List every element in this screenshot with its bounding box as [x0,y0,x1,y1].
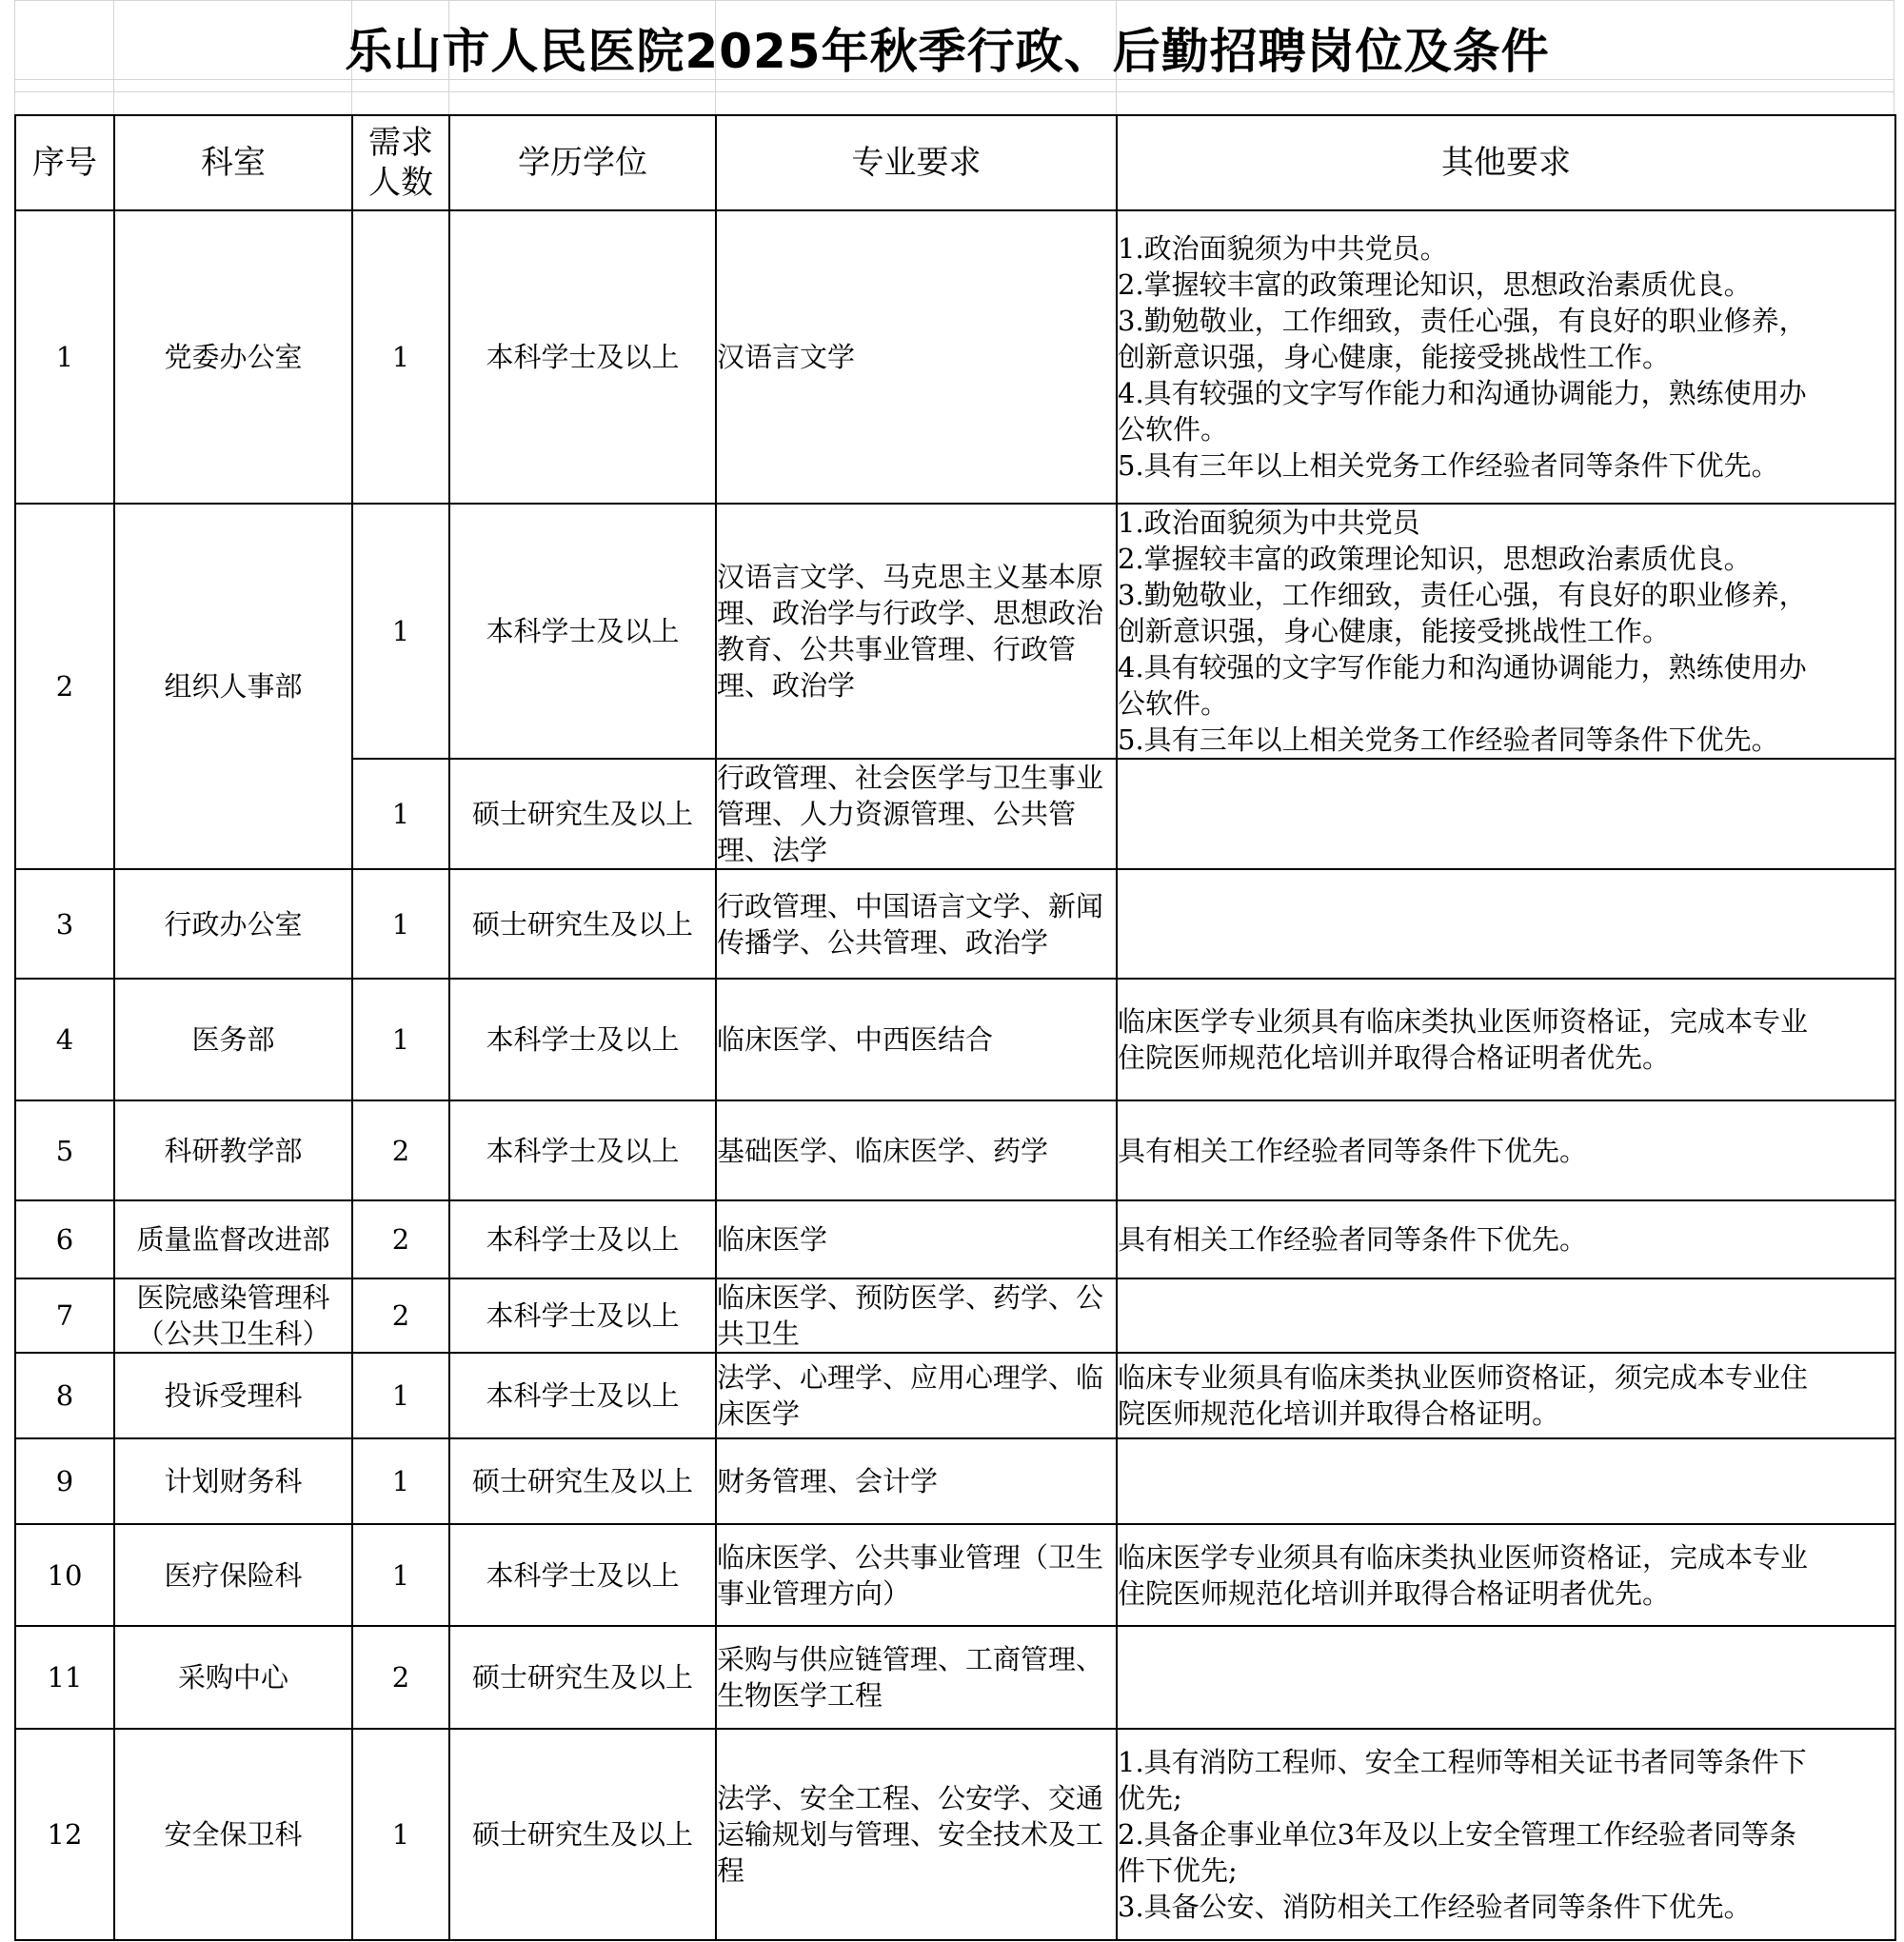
row-major: 法学、安全工程、公安学、交通运输规划与管理、安全技术及工程 [716,1729,1117,1940]
row-index: 5 [15,1100,114,1200]
row-other-requirements [1117,1524,1895,1626]
table-row [15,1626,1895,1729]
row-major: 临床医学、预防医学、药学、公共卫生 [716,1278,1117,1353]
row-department [114,1729,352,1940]
header-row [15,115,1895,210]
department-text: 行政办公室 [164,907,303,941]
row-index: 8 [15,1353,114,1438]
row-degree: 本科学士及以上 [449,1200,716,1278]
table-row [15,1438,1895,1524]
row-major: 法学、心理学、应用心理学、临床医学 [716,1353,1117,1438]
department-text: 医院感染管理科（公共卫生科） [136,1281,330,1350]
requirement-line: 公软件。 [1118,687,1229,720]
table-row [15,1200,1895,1278]
row-index: 4 [15,979,114,1100]
row-count: 2 [352,1278,449,1353]
row-degree: 本科学士及以上 [449,1524,716,1626]
row-other-requirements [1117,979,1895,1100]
requirement-line: 3.勤勉敬业，工作细致，责任心强，有良好的职业修养， [1118,305,1807,337]
table-body [15,210,1895,1940]
row-department [114,1200,352,1278]
header-count-line2: 人数 [368,164,433,202]
header-count-line1: 需求 [368,124,433,162]
row-count: 2 [352,1200,449,1278]
row-major: 汉语言文学 [716,210,1117,504]
row-department [114,869,352,979]
requirement-line: 1.具有消防工程师、安全工程师等相关证书者同等条件下 [1118,1746,1807,1778]
row-degree: 本科学士及以上 [449,979,716,1100]
row-index: 7 [15,1278,114,1353]
row-department [114,1278,352,1353]
row-index: 12 [15,1729,114,1940]
row-major: 采购与供应链管理、工商管理、生物医学工程 [716,1626,1117,1729]
row-degree: 本科学士及以上 [449,1100,716,1200]
row-degree: 硕士研究生及以上 [449,759,716,869]
row-other-requirements [1117,1729,1895,1940]
row-department [114,1524,352,1626]
page-title: 乐山市人民医院2025年秋季行政、后勤招聘岗位及条件 [345,24,1550,79]
row-index: 10 [15,1524,114,1626]
row-other-requirements [1117,1278,1895,1353]
requirement-line: 具有相关工作经验者同等条件下优先。 [1118,1223,1588,1256]
row-other-requirements [1117,1100,1895,1200]
row-department [114,504,352,869]
row-department [114,1100,352,1200]
header-index: 序号 [15,115,114,210]
requirement-line: 5.具有三年以上相关党务工作经验者同等条件下优先。 [1118,723,1779,756]
requirement-line: 具有相关工作经验者同等条件下优先。 [1118,1134,1588,1167]
row-major: 基础医学、临床医学、药学 [716,1100,1117,1200]
department-text: 计划财务科 [164,1465,303,1497]
row-index: 3 [15,869,114,979]
table-row [15,979,1895,1100]
row-count: 2 [352,1100,449,1200]
row-count: 1 [352,1353,449,1438]
requirement-line: 优先; [1118,1782,1182,1814]
table-row [15,869,1895,979]
row-count: 1 [352,1524,449,1626]
requirement-line: 临床医学专业须具有临床类执业医师资格证，完成本专业 [1118,1540,1809,1574]
row-major: 行政管理、社会医学与卫生事业管理、人力资源管理、公共管理、法学 [716,759,1117,869]
department-text: 科研教学部 [164,1134,303,1167]
row-major: 行政管理、中国语言文学、新闻传播学、公共管理、政治学 [716,869,1117,979]
row-index: 9 [15,1438,114,1524]
requirement-line: 1.政治面貌须为中共党员 [1118,506,1420,539]
requirement-line: 公软件。 [1118,413,1229,446]
row-major: 汉语言文学、马克思主义基本原理、政治学与行政学、思想政治教育、公共事业管理、行政管理、政治学 [716,504,1117,759]
requirement-line: 件下优先; [1118,1854,1238,1887]
department-text: 采购中心 [177,1661,288,1694]
requirement-line: 3.勤勉敬业，工作细致，责任心强，有良好的职业修养， [1118,579,1807,611]
row-index: 6 [15,1200,114,1278]
table-row [15,1524,1895,1626]
requirement-line: 临床医学专业须具有临床类执业医师资格证，完成本专业 [1118,1005,1809,1038]
requirement-line: 住院医师规范化培训并取得合格证明者优先。 [1118,1576,1671,1610]
row-count: 1 [352,979,449,1100]
row-degree: 本科学士及以上 [449,1353,716,1438]
requirement-line: 创新意识强，身心健康，能接受挑战性工作。 [1118,615,1671,647]
row-major: 临床医学 [716,1200,1117,1278]
requirement-line: 住院医师规范化培训并取得合格证明者优先。 [1118,1041,1671,1074]
row-other-requirements [1117,504,1895,759]
requirement-line: 3.具备公安、消防相关工作经验者同等条件下优先。 [1118,1891,1752,1923]
row-degree: 本科学士及以上 [449,504,716,759]
department-text: 质量监督改进部 [136,1223,330,1256]
row-degree: 硕士研究生及以上 [449,1626,716,1729]
department-text: 安全保卫科 [164,1818,303,1851]
row-count: 1 [352,504,449,759]
row-index: 11 [15,1626,114,1729]
row-count: 1 [352,759,449,869]
header-major: 专业要求 [716,115,1117,210]
requirement-line: 2.掌握较丰富的政策理论知识，思想政治素质优良。 [1118,543,1752,575]
department-text: 医务部 [191,1023,275,1056]
row-department [114,1353,352,1438]
requirement-line: 5.具有三年以上相关党务工作经验者同等条件下优先。 [1118,449,1779,482]
table-row [15,1353,1895,1438]
row-other-requirements [1117,869,1895,979]
row-other-requirements [1117,1353,1895,1438]
row-degree: 硕士研究生及以上 [449,869,716,979]
requirement-line: 2.掌握较丰富的政策理论知识，思想政治素质优良。 [1118,268,1752,301]
row-major: 临床医学、中西医结合 [716,979,1117,1100]
row-count: 1 [352,1438,449,1524]
recruitment-table [14,114,1896,1941]
department-text: 投诉受理科 [164,1379,303,1412]
requirement-line: 院医师规范化培训并取得合格证明。 [1118,1397,1560,1430]
row-count: 1 [352,210,449,504]
row-major: 财务管理、会计学 [716,1438,1117,1524]
requirement-line: 创新意识强，身心健康，能接受挑战性工作。 [1118,341,1671,373]
table-row [15,1729,1895,1940]
row-other-requirements [1117,1626,1895,1729]
requirement-line: 临床专业须具有临床类执业医师资格证，须完成本专业住 [1118,1361,1809,1394]
header-other: 其他要求 [1117,115,1895,210]
requirement-line: 4.具有较强的文字写作能力和沟通协调能力，熟练使用办 [1118,377,1807,409]
header-count [352,115,449,210]
row-other-requirements [1117,1438,1895,1524]
row-count: 2 [352,1626,449,1729]
table-row [15,1100,1895,1200]
table-row [15,210,1895,504]
row-major: 临床医学、公共事业管理（卫生事业管理方向） [716,1524,1117,1626]
row-other-requirements [1117,1200,1895,1278]
header-department: 科室 [114,115,352,210]
row-degree: 硕士研究生及以上 [449,1729,716,1940]
row-count: 1 [352,869,449,979]
requirement-line: 1.政治面貌须为中共党员。 [1118,232,1448,265]
requirement-line: 4.具有较强的文字写作能力和沟通协调能力，熟练使用办 [1118,651,1807,684]
row-department [114,210,352,504]
row-degree: 本科学士及以上 [449,1278,716,1353]
requirement-line: 2.具备企事业单位3年及以上安全管理工作经验者同等条 [1118,1818,1797,1851]
row-department [114,979,352,1100]
department-text: 组织人事部 [164,670,303,703]
table-row [15,504,1895,759]
row-index: 2 [15,504,114,869]
table-row [15,1278,1895,1353]
row-other-requirements [1117,210,1895,504]
department-text: 党委办公室 [164,341,303,373]
header-degree: 学历学位 [449,115,716,210]
row-index: 1 [15,210,114,504]
row-degree: 硕士研究生及以上 [449,1438,716,1524]
row-count: 1 [352,1729,449,1940]
department-text: 医疗保险科 [164,1558,303,1592]
row-department [114,1438,352,1524]
row-other-requirements [1117,759,1895,869]
row-department [114,1626,352,1729]
row-degree: 本科学士及以上 [449,210,716,504]
